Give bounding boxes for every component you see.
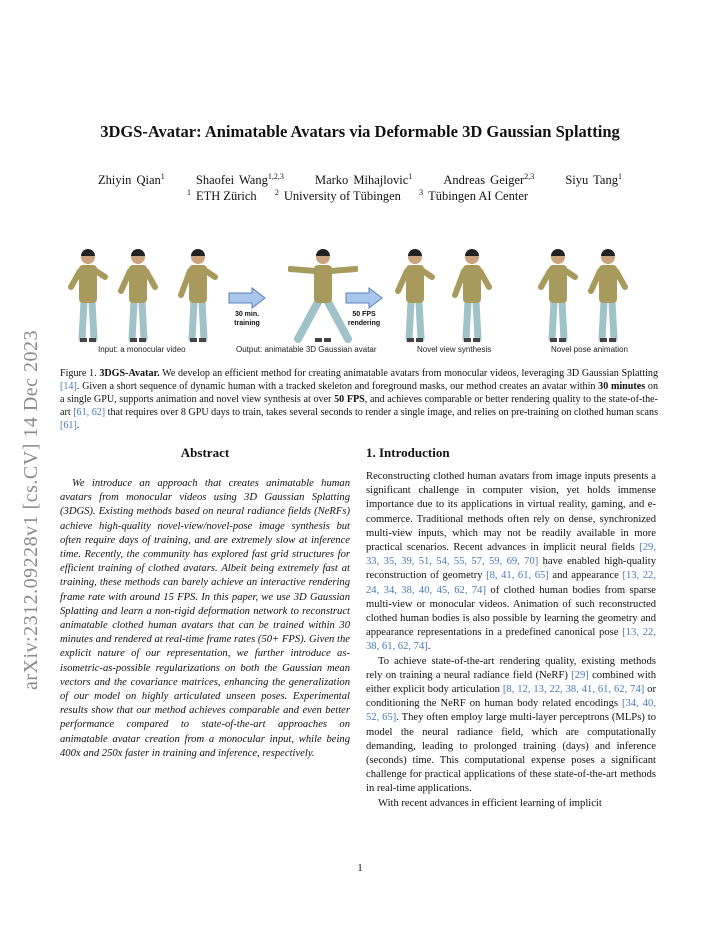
author-name: Zhiyin Qian [98, 173, 161, 188]
paragraph-text: . [427, 641, 431, 653]
author-name: Marko Mihajlovic [314, 173, 409, 188]
author [98, 173, 165, 187]
paragraph-text: . They often employ large multi-layer perceptrons (MLPs) to model the neural radiance field, which are computationally demanding, leading to prolonged training (days) and inference (seconds) time. This computational expense poses a significant challenge for practical applications of these state-of-the-art methods in real-time applications. [366, 712, 656, 795]
avatar-figure [68, 247, 108, 343]
institution-name: University of Tübingen [283, 189, 401, 204]
caption-text: , and achieves comparable or better rendering quality to the state-of-the-art [60, 394, 658, 419]
institution-name: Tübingen AI Center [428, 189, 529, 204]
figure-label-input: Input: a monocular video [98, 345, 186, 354]
arrow-label-line: 50 FPS [352, 311, 376, 318]
institution-sup: 1 [186, 188, 191, 197]
avatar-figure [288, 247, 358, 343]
institution [187, 189, 262, 203]
caption-prefix: Figure 1. [60, 368, 100, 379]
citation-link[interactable]: [14] [60, 381, 77, 393]
affiliation-sup: 1 [617, 172, 622, 181]
caption-text: We develop an efficient method for creating animatable avatars from monocular videos, leveraging 3D Gaussian Splatting [159, 368, 658, 379]
institution-name: ETH Zürich [195, 189, 257, 204]
affiliation-sup: 1,2,3 [267, 172, 284, 181]
figure-label-novel-pose: Novel pose animation [551, 345, 628, 354]
citation-link[interactable]: [34, 40, 52, 65] [366, 698, 656, 724]
author [443, 173, 534, 187]
paragraph-text: Reconstructing clothed human avatars from image inputs presents a significant challenge in computer vision, yet holds immense importance due to its applications in virtual reality, gaming, and e-commerce. Traditional methods often rely on dense, synchronized multi-view inputs, which may not be readily available in more practical scenarios. Recent advances in implicit neural fields [366, 471, 656, 554]
citation-link[interactable]: [61] [60, 420, 77, 432]
avatar-figure [588, 247, 628, 343]
paragraph-text: To achieve state-of-the-art rendering quality, existing methods rely on training a neural radiance field (NeRF) [366, 655, 656, 681]
citation-link[interactable]: [29, 33, 35, 39, 51, 54, 55, 57, 59, 69, 70] [366, 542, 656, 568]
caption-text: . [76, 420, 80, 432]
caption-bold: 50 FPS [334, 394, 365, 406]
avatar-figure [538, 247, 578, 343]
caption-bold: 30 minutes [598, 381, 646, 393]
intro-paragraph [366, 470, 656, 655]
figure-label-output: Output: animatable 3D Gaussian avatar [236, 345, 377, 354]
author-name: Siyu Tang [565, 173, 618, 188]
avatar-figure [452, 247, 492, 343]
page-number: 1 [357, 862, 363, 874]
affiliation-sup: 1 [160, 172, 165, 181]
paragraph-text: or conditioning the NeRF on human body related encodings [366, 684, 656, 710]
intro-body [366, 470, 656, 811]
citation-link[interactable]: [13, 22, 24, 34, 38, 40, 45, 62, 74] [366, 570, 657, 596]
citation-link[interactable]: [29] [571, 669, 589, 681]
paragraph-text: have enabled high-quality reconstruction of geometry [366, 556, 656, 582]
paragraph-text: With recent advances in efficient learning of implicit [378, 797, 602, 809]
caption-text: . Given a short sequence of dynamic human with a tracked skeleton and foreground masks, our method creates an avatar within [76, 381, 599, 393]
caption-text: on a single GPU, supports animation and novel view synthesis at over [60, 381, 659, 406]
author-list [0, 172, 720, 188]
arrow-label-training [222, 310, 272, 328]
paper-title: 3DGS-Avatar: Animatable Avatars via Deformable 3D Gaussian Splatting [100, 122, 620, 141]
author [196, 173, 284, 187]
paragraph-text: and appearance [548, 570, 623, 582]
author-name: Shaofei Wang [195, 173, 268, 188]
institution-sup: 3 [419, 188, 424, 197]
intro-heading: 1. Introduction [366, 445, 450, 460]
intro-paragraph [366, 797, 656, 811]
author [315, 173, 412, 187]
author-name: Andreas Geiger [443, 173, 525, 188]
citation-link[interactable]: [13, 22, 38, 61, 62, 74] [366, 627, 656, 653]
paragraph-text: combined with either explicit body articulation [366, 669, 656, 696]
avatar-figure [118, 247, 158, 343]
arrow-label-line: training [234, 320, 260, 327]
abstract-text: We introduce an approach that creates animatable human avatars from monocular videos using 3D Gaussian Splatting (3DGS). Existing methods based on neural radiance fields (NeRFs) achieve high-quality novel-view/novel-pose image synthesis but often require days of training, and are extremely slow at inference time. Recently, the community has explored fast grid structures for efficient training of clothed avatars. Albeit being extremely fast at training, these methods can barely achieve an interactive rendering frame rate with around 15 FPS. In this paper, we use 3D Gaussian Splatting and learn a non-rigid deformation network to reconstruct animatable clothed human avatars that can be trained within 30 minutes and rendered at real-time frame rates (50+ FPS). Given the explicit nature of our representation, we further introduce as-isometric-as-possible regularizations on both the Gaussian mean vectors and the covariance matrices, enhancing the generalization of our model on highly articulated unseen poses. Experimental results show that our method achieves comparable and even better performance compared to state-of-the-art approaches on animatable avatar creation from a monocular input, while being 400x and 250x faster in training and inference, respectively. [60, 478, 350, 759]
intro-paragraph [366, 655, 656, 797]
caption-text: that requires over 8 GPU days to train, takes several seconds to render a single image, and relies on pre-training on clothed human scans [105, 407, 659, 419]
paragraph-text: of clothed human bodies from sparse multi-view or monocular videos. Animation of such reconstructed clothed human bodies is also possible by learning the geometry and appearance representations in a predefined canonical pose [366, 584, 656, 639]
institution [275, 189, 406, 203]
arrow-label-line: rendering [347, 320, 381, 327]
citation-link[interactable]: [61, 62] [73, 407, 106, 419]
author [565, 173, 622, 187]
affiliation-sup: 1 [408, 172, 413, 181]
institution-list [0, 188, 720, 204]
teaser-figure [60, 245, 660, 357]
avatar-figure [178, 247, 218, 343]
institution [419, 189, 533, 203]
citation-link[interactable]: [8, 41, 61, 65] [486, 570, 549, 582]
institution-sup: 2 [274, 188, 279, 197]
figure-caption [60, 367, 658, 432]
abstract-heading: Abstract [180, 445, 230, 460]
affiliation-sup: 2,3 [524, 172, 535, 181]
avatar-figure [395, 247, 435, 343]
caption-bold: 3DGS-Avatar. [99, 368, 160, 379]
arxiv-stamp: arXiv:2312.09228v1 [cs.CV] 14 Dec 2023 [20, 329, 42, 690]
arrow-label-line: 30 min. [234, 311, 260, 318]
figure-label-novel-view: Novel view synthesis [417, 345, 492, 354]
citation-link[interactable]: [8, 12, 13, 22, 38, 41, 61, 62, 74] [502, 684, 645, 696]
